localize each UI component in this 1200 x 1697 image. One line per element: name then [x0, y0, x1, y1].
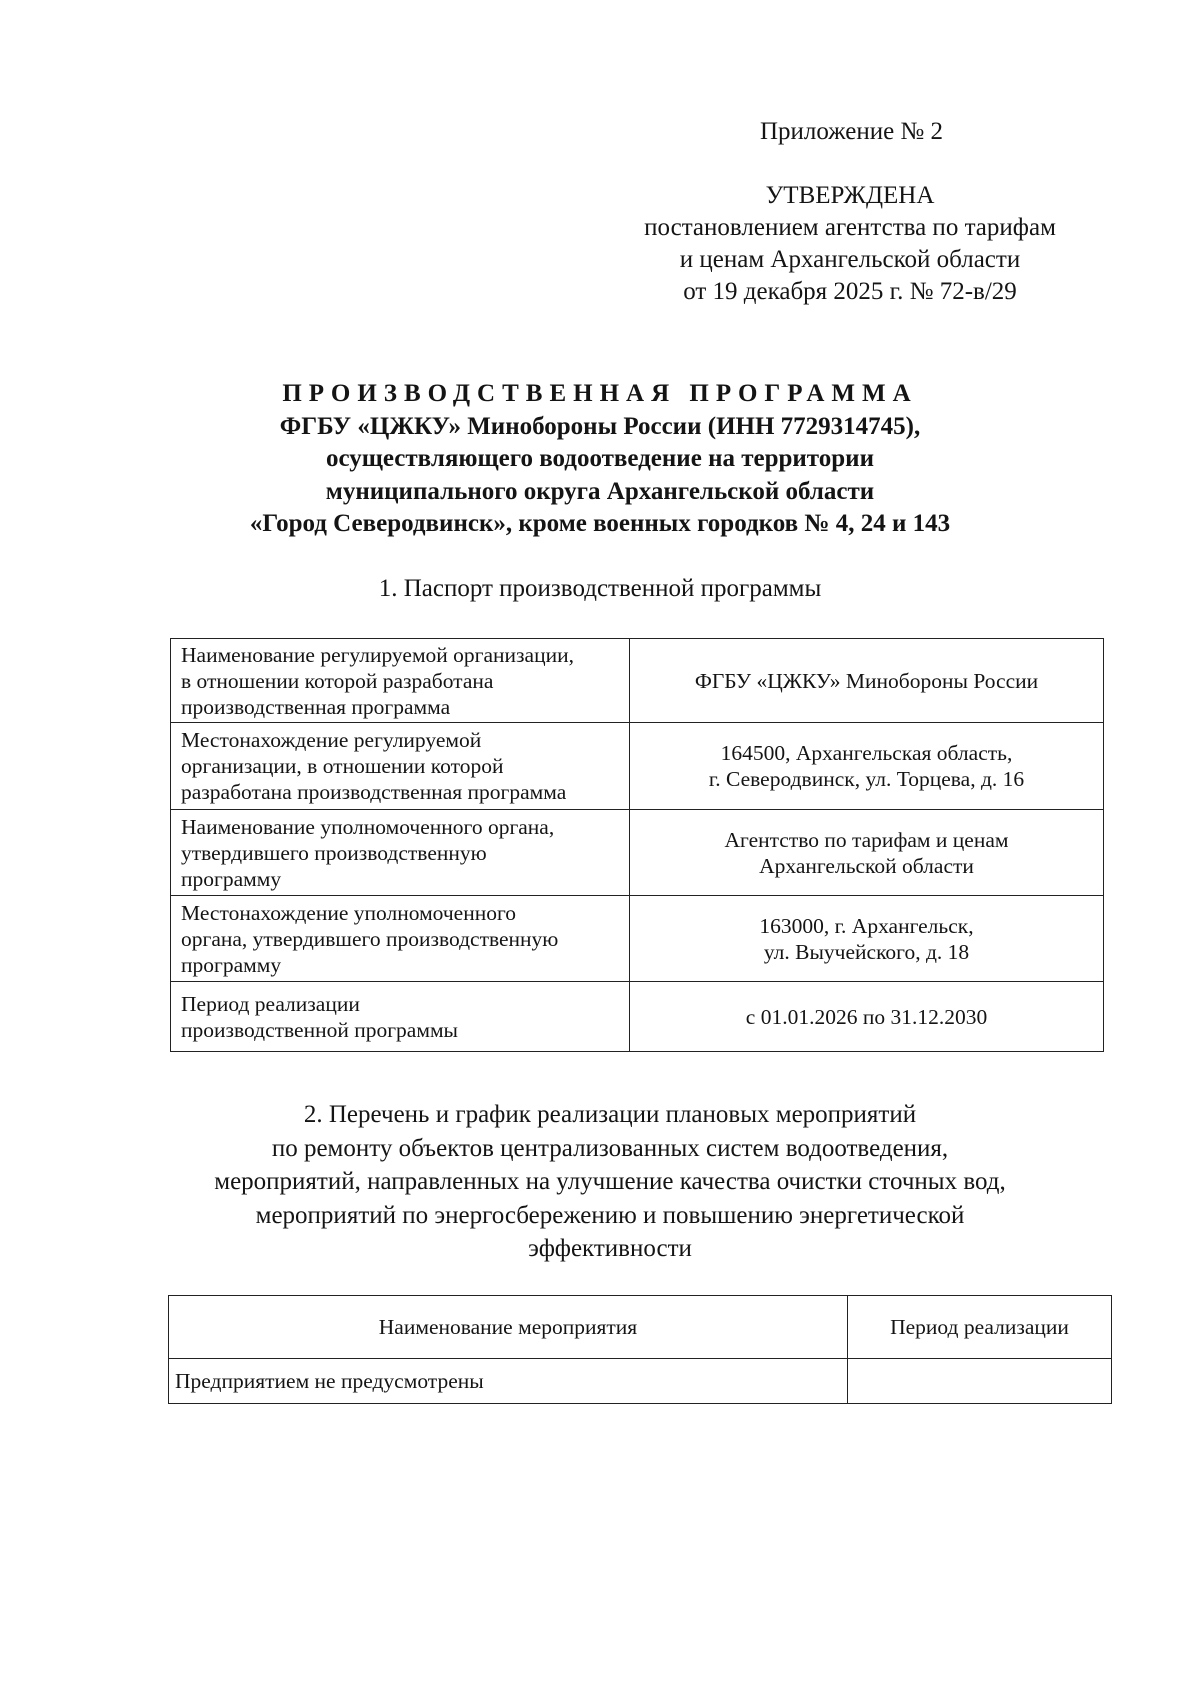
section2-heading [150, 1098, 1070, 1266]
passport-value [630, 723, 1104, 810]
passport-key [171, 982, 630, 1052]
cell-line: Архангельской области [759, 853, 974, 878]
cell-line: производственная программа [181, 694, 451, 719]
table-header-row [169, 1296, 1112, 1359]
column-header-period: Период реализации [848, 1296, 1112, 1359]
cell-line: организации, в отношении которой [181, 754, 504, 778]
heading-line: мероприятий, направленных на улучшение качества очистки сточных вод, [214, 1168, 1006, 1195]
heading-line: эффективности [528, 1235, 692, 1262]
cell-line: 163000, г. Архангельск, [759, 913, 974, 938]
approval-line: и ценам Архангельской области [679, 246, 1021, 273]
approval-stamp [600, 180, 1100, 308]
cell-line: программу [181, 866, 282, 891]
title-line: осуществляющего водоотведение на территории [326, 445, 874, 472]
cell-line: Местонахождение регулируемой [181, 728, 482, 752]
cell-line: утвердившего производственную [181, 840, 487, 865]
approval-line: от 19 декабря 2025 г. № 72-в/29 [683, 278, 1017, 305]
measure-period-cell [848, 1359, 1112, 1404]
table-row [169, 1359, 1112, 1404]
passport-key [171, 810, 630, 896]
cell-line: Агентство по тарифам и ценам [724, 827, 1009, 852]
passport-table [170, 638, 1104, 1052]
cell-line: Местонахождение уполномоченного [181, 900, 517, 925]
cell-line: Наименование регулируемой организации, [181, 642, 574, 667]
cell-line: Наименование уполномоченного органа, [181, 814, 555, 839]
title-line: муниципального округа Архангельской области [325, 477, 875, 505]
passport-key [171, 723, 630, 810]
table-row [171, 982, 1104, 1052]
table-row [171, 639, 1104, 723]
document-title [150, 378, 1050, 541]
table-row [171, 810, 1104, 896]
cell-line: производственной программы [181, 1017, 459, 1042]
cell-line: ФГБУ «ЦЖКУ» Минобороны России [694, 668, 1039, 693]
heading-line: мероприятий по энергосбережению и повышению энергетической [255, 1201, 965, 1229]
cell-line: ул. Выучейского, д. 18 [763, 939, 970, 964]
cell-line: в отношении которой разработана [181, 668, 494, 693]
heading-line: по ремонту объектов централизованных систем водоотведения, [271, 1134, 949, 1162]
approval-head: УТВЕРЖДЕНА [765, 182, 935, 209]
table-row [171, 896, 1104, 982]
measures-table [168, 1295, 1112, 1404]
title-line: ФГБУ «ЦЖКУ» Минобороны России (ИНН 7729314745), [279, 412, 921, 440]
measure-name-cell: Предприятием не предусмотрены [169, 1359, 848, 1404]
passport-value [630, 639, 1104, 723]
appendix-label: Приложение № 2 [760, 118, 944, 145]
passport-value [630, 896, 1104, 982]
column-header-name: Наименование мероприятия [169, 1296, 848, 1359]
section1-heading: 1. Паспорт производственной программы [378, 575, 822, 602]
heading-line: 2. Перечень и график реализации плановых мероприятий [303, 1101, 917, 1128]
cell-line: программу [181, 952, 282, 977]
cell-line: Период реализации [181, 991, 360, 1016]
cell-line: разработана производственная программа [181, 780, 567, 804]
passport-value [630, 810, 1104, 896]
title-heading: ПРОИЗВОДСТВЕННАЯ ПРОГРАММА [282, 380, 918, 407]
table-row [171, 723, 1104, 810]
cell-line: с 01.01.2026 по 31.12.2030 [745, 1004, 988, 1029]
approval-line: постановлением агентства по тарифам [644, 214, 1056, 241]
passport-key [171, 639, 630, 723]
passport-value [630, 982, 1104, 1052]
cell-line: 164500, Архангельская область, [720, 741, 1013, 765]
cell-line: г. Северодвинск, ул. Торцева, д. 16 [708, 767, 1025, 791]
passport-key [171, 896, 630, 982]
title-line: «Город Северодвинск», кроме военных городков № 4, 24 и 143 [249, 510, 951, 537]
cell-line: органа, утвердившего производственную [181, 926, 559, 951]
